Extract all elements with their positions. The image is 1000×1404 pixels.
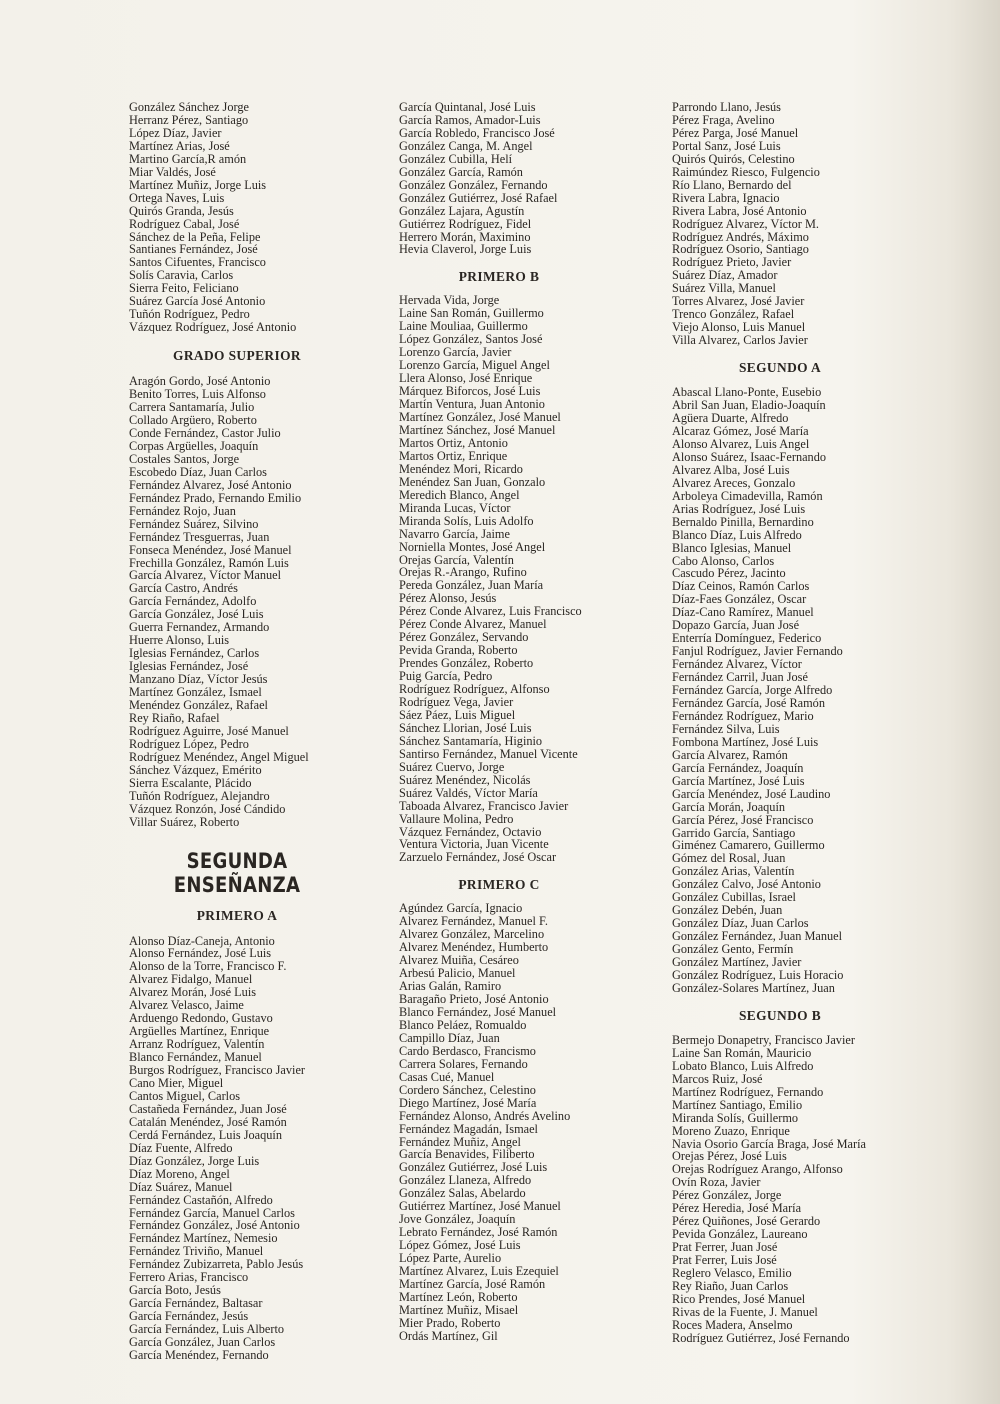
student-name: Blanco Fernández, Manuel	[129, 1050, 262, 1065]
student-name: Prendes González, Roberto	[399, 656, 534, 671]
student-name: Arias Galán, Ramiro	[399, 979, 502, 994]
student-name: González Cubillas, Israel	[672, 890, 796, 905]
student-name: Gómez del Rosal, Juan	[672, 851, 786, 866]
student-name: Rodríguez Cabal, José	[129, 216, 240, 231]
student-name: Meredich Blanco, Angel	[399, 487, 520, 502]
column-right	[672, 101, 922, 1345]
student-name: Tuñón Rodríguez, Pedro	[129, 307, 250, 322]
student-name: Sánchez Santamaría, Higinio	[399, 733, 543, 748]
student-name: Bernaldo Pinilla, Bernardino	[672, 514, 814, 529]
student-name: Norniella Montes, José Angel	[399, 539, 546, 554]
student-name: Suárez Villa, Manuel	[672, 281, 776, 296]
student-name: García Menéndez, José Laudino	[672, 786, 831, 801]
student-name: González Sánchez Jorge	[129, 100, 249, 114]
student-name: Fanjul Rodríguez, Javier Fernando	[672, 644, 843, 659]
student-name: Blanco Fernández, José Manuel	[399, 1005, 557, 1019]
student-name: Vázquez Ronzón, José Cándido	[129, 801, 286, 816]
student-name: García González, José Luis	[129, 607, 264, 622]
student-name: Alvarez Morán, José Luis	[129, 985, 257, 1000]
student-name: Abascal Llano-Ponte, Eusebio	[672, 385, 822, 400]
student-name: Alonso de la Torre, Francisco F.	[129, 959, 287, 974]
student-name: Villa Alvarez, Carlos Javier	[672, 333, 808, 348]
student-name: García Martínez, José Luis	[672, 773, 805, 788]
student-name: Diego Martínez, José María	[399, 1095, 537, 1110]
student-name: Herrero Morán, Maximino	[399, 229, 531, 244]
student-name: Iglesias Fernández, Carlos	[129, 646, 260, 661]
student-name: Fernández Castañón, Alfredo	[129, 1192, 273, 1207]
section-heading-grado-superior: GRADO SUPERIOR	[173, 348, 301, 364]
student-name: Vázquez Fernández, Octavio	[399, 824, 542, 839]
student-name: Solís Caravia, Carlos	[129, 268, 234, 283]
student-name: González Martínez, Javier	[672, 955, 802, 970]
student-name: Cerdá Fernández, Luis Joaquín	[129, 1127, 282, 1142]
student-name: Alvarez González, Marcelino	[399, 927, 545, 942]
student-name: Lobato Blanco, Luis Alfredo	[672, 1058, 814, 1073]
student-name: Hevia Claverol, Jorge Luis	[399, 242, 532, 257]
student-name: García Fernández, Adolfo	[129, 594, 257, 609]
student-name: Rey Riaño, Rafael	[129, 710, 220, 725]
student-name: Martínez García, José Ramón	[399, 1277, 546, 1292]
student-name: Díaz González, Jorge Luis	[129, 1153, 260, 1168]
student-name: Fernández Alvarez, José Antonio	[129, 477, 292, 492]
student-name: Tuñón Rodríguez, Alejandro	[129, 788, 270, 803]
section-heading-primero-b: PRIMERO B	[458, 269, 540, 285]
student-list	[129, 935, 369, 1362]
student-name: Sánchez de la Peña, Felipe	[129, 229, 261, 244]
student-name: González Rodríguez, Luis Horacio	[672, 968, 844, 982]
student-name: Rodríguez Andrés, Máximo	[672, 229, 809, 244]
student-name: Conde Fernández, Castor Julio	[129, 425, 281, 440]
student-name: Escobedo Díaz, Juan Carlos	[129, 464, 267, 479]
student-list	[672, 101, 922, 347]
student-name: Rico Prendes, José Manuel	[672, 1291, 806, 1306]
student-name: Laine San Román, Guillermo	[399, 306, 544, 321]
student-name: Fernández Muñiz, Angel	[399, 1134, 521, 1149]
student-name: Alvarez Muiña, Cesáreo	[399, 953, 519, 968]
section-heading-primero-a: PRIMERO A	[196, 907, 278, 923]
student-name: González García, Ramón	[399, 164, 523, 179]
student-name: Fernández González, José Antonio	[129, 1218, 300, 1233]
student-name: Menéndez González, Rafael	[129, 697, 268, 712]
student-name: González Arias, Valentín	[672, 864, 795, 879]
student-name: Rodríguez Prieto, Javier	[672, 255, 792, 270]
student-name: Alonso Alvarez, Luis Angel	[672, 436, 810, 451]
student-name: González Gutiérrez, José Luis	[399, 1160, 548, 1175]
student-name: Benito Torres, Luis Alfonso	[129, 387, 266, 402]
student-name: Martínez Muñiz, Misael	[399, 1302, 519, 1317]
student-name: López González, Santos José	[399, 332, 543, 347]
student-name: Parrondo Llano, Jesús	[672, 100, 781, 114]
student-name: Díaz Fuente, Alfredo	[129, 1140, 233, 1155]
student-name: Díaz Ceinos, Ramón Carlos	[672, 579, 810, 594]
student-name: Miranda Solís, Guillermo	[672, 1110, 799, 1125]
student-name: Rivas de la Fuente, J. Manuel	[672, 1304, 818, 1319]
student-name: Fernández Zubizarreta, Pablo Jesús	[129, 1257, 304, 1272]
student-name: Rivera Labra, Ignacio	[672, 190, 780, 205]
student-name: Sánchez Llorian, José Luis	[399, 720, 532, 735]
student-name: Fernández Magadán, Ismael	[399, 1121, 538, 1136]
student-name: Pérez Quiñones, José Gerardo	[672, 1214, 821, 1229]
student-name: Pevida Granda, Roberto	[399, 643, 518, 658]
student-name: Fombona Martínez, José Luis	[672, 734, 819, 749]
student-name: Puig García, Pedro	[399, 669, 493, 684]
student-name: Cascudo Pérez, Jacinto	[672, 566, 786, 581]
student-list	[129, 101, 369, 334]
student-name: Orejas García, Valentín	[399, 552, 514, 567]
student-name: Martínez González, José Manuel	[399, 410, 561, 425]
student-name: Gutiérrez Rodríguez, Fidel	[399, 216, 532, 231]
student-name: Díaz Suárez, Manuel	[129, 1179, 233, 1194]
student-name: Manzano Díaz, Víctor Jesús	[129, 672, 268, 687]
student-name: Miar Valdés, José	[129, 164, 216, 179]
student-name: Cano Mier, Miguel	[129, 1076, 224, 1090]
student-list	[672, 386, 922, 995]
student-name: Pérez González, Jorge	[672, 1188, 782, 1203]
student-name: García Boto, Jesús	[129, 1283, 221, 1298]
student-name: Carrera Solares, Fernando	[399, 1056, 528, 1071]
student-name: Taboada Alvarez, Francisco Javier	[399, 798, 569, 813]
student-name: Castañeda Fernández, Juan José	[129, 1101, 287, 1116]
student-name: García Pérez, José Francisco	[672, 812, 814, 827]
student-name: Arbesú Palicio, Manuel	[399, 966, 516, 981]
student-name: Enterría Domínguez, Federico	[672, 631, 822, 646]
student-name: Martínez Alvarez, Luis Ezequiel	[399, 1264, 559, 1279]
student-name: Prat Ferrer, Juan José	[672, 1240, 778, 1255]
student-name: Fernández García, José Ramón	[672, 695, 825, 710]
student-name: Rivera Labra, José Antonio	[672, 203, 807, 218]
student-name: Orejas Pérez, José Luis	[672, 1149, 787, 1164]
student-name: Laine Mouliaa, Guillermo	[399, 319, 528, 334]
student-name: López Gómez, José Luis	[399, 1238, 521, 1253]
student-name: López Díaz, Javier	[129, 125, 222, 140]
student-name: Quirós Quirós, Celestino	[672, 151, 795, 166]
student-name: González Gento, Fermín	[672, 942, 794, 957]
student-name: Fernández Prado, Fernando Emilio	[129, 490, 302, 505]
student-name: Pérez Parga, José Manuel	[672, 125, 799, 140]
student-name: Martínez González, Ismael	[129, 685, 262, 700]
student-name: Frechilla González, Ramón Luis	[129, 555, 289, 570]
student-name: Pérez González, Servando	[399, 630, 529, 645]
student-name: Arias Rodríguez, José Luis	[672, 501, 806, 516]
student-name: Alvarez Velasco, Jaime	[129, 998, 244, 1013]
student-name: Rodríguez López, Pedro	[129, 736, 249, 751]
student-name: Vallaure Molina, Pedro	[399, 811, 514, 826]
student-name: Fernández Alonso, Andrés Avelino	[399, 1108, 571, 1123]
student-name: González Salas, Abelardo	[399, 1186, 526, 1201]
student-name: Quirós Granda, Jesús	[129, 203, 234, 218]
student-name: Rodríguez Menéndez, Angel Miguel	[129, 749, 309, 764]
student-name: Marcos Ruiz, José	[672, 1071, 763, 1086]
student-name: Torres Alvarez, José Javier	[672, 294, 805, 309]
student-name: Alvarez Alba, José Luis	[672, 462, 790, 477]
student-name: Pérez Fraga, Avelino	[672, 112, 775, 127]
student-name: Prat Ferrer, Luis José	[672, 1253, 777, 1268]
student-name: García Quintanal, José Luis	[399, 100, 536, 114]
student-name: Costales Santos, Jorge	[129, 451, 240, 466]
student-name: Alcaraz Gómez, José María	[672, 423, 809, 438]
student-name: Rodríguez Aguirre, José Manuel	[129, 723, 289, 738]
student-name: Arduengo Redondo, Gustavo	[129, 1011, 273, 1026]
student-name: Alvarez Fernández, Manuel F.	[399, 914, 548, 929]
student-name: Mier Prado, Roberto	[399, 1315, 501, 1330]
student-name: Portal Sanz, José Luis	[672, 138, 781, 153]
student-name: Menéndez Mori, Ricardo	[399, 461, 523, 476]
student-name: Miranda Lucas, Víctor	[399, 500, 511, 515]
student-name: Río Llano, Bernardo del	[672, 177, 792, 192]
student-name: Fernández Silva, Luis	[672, 721, 780, 736]
student-name: Miranda Solís, Luis Adolfo	[399, 513, 534, 528]
student-name: González-Solares Martínez, Juan	[672, 980, 835, 995]
student-name: Trenco González, Rafael	[672, 307, 795, 322]
student-name: Campillo Díaz, Juan	[399, 1030, 500, 1045]
section-heading-segundo-b: SEGUNDO B	[738, 1007, 822, 1023]
student-name: Márquez Biforcos, José Luis	[399, 384, 541, 399]
student-name: González Llaneza, Alfredo	[399, 1173, 532, 1188]
student-name: González Díaz, Juan Carlos	[672, 916, 809, 931]
student-name: Corpas Argüelles, Joaquín	[129, 438, 259, 453]
student-name: González Debén, Juan	[672, 903, 783, 918]
student-name: Guerra Fernandez, Armando	[129, 620, 270, 635]
student-name: Fernández Martínez, Nemesio	[129, 1231, 278, 1246]
student-name: Blanco Iglesias, Manuel	[672, 540, 792, 555]
student-name: Fernández Rodríguez, Mario	[672, 708, 814, 723]
student-name: Arboleya Cimadevilla, Ramón	[672, 488, 823, 503]
student-name: Lebrato Fernández, José Ramón	[399, 1225, 558, 1240]
student-name: Suárez Díaz, Amador	[672, 268, 778, 283]
student-name: Martín Ventura, Juan Antonio	[399, 397, 545, 412]
student-name: Martínez Santiago, Emilio	[672, 1097, 803, 1112]
student-name: García Fernández, Joaquín	[672, 760, 804, 775]
student-name: Dopazo García, Juan José	[672, 618, 800, 633]
student-name: García Castro, Andrés	[129, 581, 238, 596]
student-name: Navarro García, Jaime	[399, 526, 510, 541]
student-name: García Fernández, Jesús	[129, 1309, 249, 1324]
student-name: Zarzuelo Fernández, José Oscar	[399, 850, 557, 865]
student-name: Suárez García José Antonio	[129, 294, 266, 309]
student-name: Blanco Díaz, Luis Alfredo	[672, 527, 802, 542]
student-list	[129, 375, 369, 828]
student-name: Jove González, Joaquín	[399, 1212, 516, 1227]
student-name: Martínez Arias, José	[129, 138, 230, 153]
student-name: García Robledo, Francisco José	[399, 125, 555, 140]
student-name: Gutiérrez Martínez, José Manuel	[399, 1199, 561, 1214]
student-name: López Parte, Aurelio	[399, 1251, 502, 1266]
student-name: González Lajara, Agustín	[399, 203, 525, 218]
student-name: Arranz Rodríguez, Valentín	[129, 1037, 265, 1052]
student-name: Díaz-Cano Ramírez, Manuel	[672, 605, 814, 620]
student-name: Suárez Valdés, Víctor María	[399, 785, 538, 800]
student-name: Llera Alonso, José Enrique	[399, 371, 533, 386]
student-name: Pérez Alonso, Jesús	[399, 591, 497, 606]
student-name: Alvarez Menéndez, Humberto	[399, 940, 549, 955]
student-list	[672, 1034, 922, 1345]
student-name: Roces Madera, Anselmo	[672, 1317, 793, 1332]
student-name: Pérez Conde Alvarez, Luis Francisco	[399, 604, 582, 619]
student-name: Giménez Camarero, Guillermo	[672, 838, 825, 853]
student-name: Ordás Martínez, Gil	[399, 1328, 498, 1343]
student-name: Alvarez Areces, Gonzalo	[672, 475, 796, 490]
student-name: Cardo Berdasco, Francismo	[399, 1043, 536, 1058]
student-name: Catalán Menéndez, José Ramón	[129, 1114, 287, 1129]
student-name: Martos Ortiz, Enrique	[399, 448, 508, 463]
student-name: Lorenzo García, Miguel Angel	[399, 358, 550, 373]
student-name: Rodríguez Vega, Javier	[399, 694, 514, 709]
student-name: Villar Suárez, Roberto	[129, 814, 240, 829]
student-name: García Menéndez, Fernando	[129, 1348, 269, 1363]
student-name: García González, Juan Carlos	[129, 1335, 276, 1350]
student-name: García Fernández, Baltasar	[129, 1296, 263, 1311]
student-name: Alonso Díaz-Caneja, Antonio	[129, 933, 275, 948]
student-name: Alonso Fernández, José Luis	[129, 946, 272, 961]
student-name: Bermejo Donapetry, Francisco Javier	[672, 1032, 855, 1047]
section-title-segunda-ensenanza: SEGUNDA ENSEÑANZA	[173, 848, 301, 897]
student-name: González Fernández, Juan Manuel	[672, 929, 843, 944]
student-name: Martínez Rodríguez, Fernando	[672, 1084, 824, 1099]
student-name: Sánchez Vázquez, Emérito	[129, 762, 262, 777]
student-name: Ferrero Arias, Francisco	[129, 1270, 249, 1285]
student-name: Viejo Alonso, Luis Manuel	[672, 320, 806, 335]
student-name: Cordero Sánchez, Celestino	[399, 1082, 536, 1097]
student-name: Alonso Suárez, Isaac-Fernando	[672, 449, 826, 464]
student-name: Díaz Moreno, Angel	[129, 1166, 230, 1181]
student-name: Ortega Naves, Luis	[129, 190, 225, 205]
student-name: Martino García,R amón	[129, 151, 247, 166]
student-name: Navia Osorio García Braga, José María	[672, 1136, 866, 1151]
student-name: García Alvarez, Víctor Manuel	[129, 568, 282, 583]
student-name: Suárez Cuervo, Jorge	[399, 759, 505, 774]
student-name: Pérez Heredia, José María	[672, 1201, 802, 1216]
student-name: Orejas Rodríguez Arango, Alfonso	[672, 1162, 843, 1177]
student-name: Sierra Escalante, Plácido	[129, 775, 252, 790]
student-name: Agúndez García, Ignacio	[399, 901, 523, 916]
student-name: Rodríguez Gutiérrez, José Fernando	[672, 1330, 850, 1345]
student-name: Abril San Juan, Eladio-Joaquín	[672, 398, 826, 413]
student-name: García Ramos, Amador-Luis	[399, 112, 541, 127]
student-name: Rey Riaño, Juan Carlos	[672, 1279, 789, 1294]
student-list	[399, 902, 639, 1342]
student-name: Blanco Peláez, Romualdo	[399, 1017, 527, 1032]
student-name: Martos Ortiz, Antonio	[399, 435, 508, 450]
column-middle	[399, 101, 639, 1343]
student-name: González Cubilla, Helí	[399, 151, 513, 166]
column-left	[129, 101, 369, 1362]
student-name: González Canga, M. Angel	[399, 138, 533, 153]
student-name: Agüera Duarte, Alfredo	[672, 411, 789, 426]
student-name: Lorenzo García, Javier	[399, 345, 512, 360]
student-name: González Calvo, José Antonio	[672, 877, 821, 892]
student-name: García Fernández, Luis Alberto	[129, 1322, 285, 1337]
student-name: Rodríguez Alvarez, Víctor M.	[672, 216, 819, 231]
student-name: Martínez Muñiz, Jorge Luis	[129, 177, 267, 192]
student-name: García Morán, Joaquín	[672, 799, 786, 814]
student-name: Herranz Pérez, Santiago	[129, 112, 249, 127]
student-name: Cabo Alonso, Carlos	[672, 553, 775, 568]
student-name: García Alvarez, Ramón	[672, 747, 788, 762]
student-name: Alvarez Fidalgo, Manuel	[129, 972, 253, 987]
student-list	[399, 101, 639, 256]
student-name: Sierra Feito, Feliciano	[129, 281, 239, 296]
student-name: Menéndez San Juan, Gonzalo	[399, 474, 546, 489]
student-name: Santos Cifuentes, Francisco	[129, 255, 266, 270]
student-name: Casas Cué, Manuel	[399, 1069, 495, 1084]
student-name: Díaz-Faes González, Oscar	[672, 592, 807, 607]
student-name: Sáez Páez, Luis Miguel	[399, 707, 516, 722]
student-name: Fernández Alvarez, Víctor	[672, 657, 802, 672]
student-name: Rodríguez Rodríguez, Alfonso	[399, 682, 550, 697]
student-name: Rodríguez Osorio, Santiago	[672, 242, 809, 257]
student-name: Fernández García, Manuel Carlos	[129, 1205, 295, 1220]
student-name: Huerre Alonso, Luis	[129, 633, 230, 648]
student-name: Martínez Sánchez, José Manuel	[399, 422, 556, 437]
student-name: Pereda González, Juan María	[399, 578, 544, 593]
student-name: Fernández Rojo, Juan	[129, 503, 236, 518]
student-name: Fernández Carril, Juan José	[672, 670, 808, 685]
student-name: Santirso Fernández, Manuel Vicente	[399, 746, 578, 761]
student-name: Fernández Suárez, Silvino	[129, 516, 259, 531]
student-name: Santianes Fernández, José	[129, 242, 258, 257]
student-name: Pérez Conde Alvarez, Manuel	[399, 617, 547, 632]
student-name: Burgos Rodríguez, Francisco Javier	[129, 1063, 305, 1078]
student-name: Iglesias Fernández, José	[129, 659, 249, 674]
student-name: Ventura Victoria, Juan Vicente	[399, 837, 549, 852]
student-name: Aragón Gordo, José Antonio	[129, 374, 271, 389]
student-name: Laine San Román, Mauricio	[672, 1045, 812, 1060]
student-name: Vázquez Rodríguez, José Antonio	[129, 320, 297, 335]
student-name: Cantos Miguel, Carlos	[129, 1088, 241, 1103]
student-name: García Benavides, Filiberto	[399, 1147, 535, 1162]
student-name: Ovín Roza, Javier	[672, 1175, 761, 1190]
student-name: Orejas R.-Arango, Rufino	[399, 565, 527, 580]
student-name: Carrera Santamaría, Julio	[129, 400, 255, 415]
student-list	[399, 294, 639, 864]
student-name: Garrido García, Santiago	[672, 825, 796, 840]
student-name: Martínez León, Roberto	[399, 1289, 518, 1304]
student-name: Baragaño Prieto, José Antonio	[399, 992, 549, 1007]
student-name: Fernández Triviño, Manuel	[129, 1244, 264, 1259]
student-name: Fonseca Menéndez, José Manuel	[129, 542, 292, 557]
student-name: Fernández García, Jorge Alfredo	[672, 683, 833, 698]
student-name: Moreno Zuazo, Enrique	[672, 1123, 790, 1138]
student-name: Reglero Velasco, Emilio	[672, 1266, 792, 1281]
student-name: Pevida González, Laureano	[672, 1227, 808, 1242]
section-heading-primero-c: PRIMERO C	[458, 877, 540, 893]
student-name: González Gutiérrez, José Rafael	[399, 190, 558, 205]
student-name: Argüelles Martínez, Enrique	[129, 1024, 270, 1039]
student-name: González González, Fernando	[399, 177, 548, 192]
student-name: Collado Argüero, Roberto	[129, 413, 257, 428]
student-name: Fernández Tresguerras, Juan	[129, 529, 270, 544]
student-name: Raimúndez Riesco, Fulgencio	[672, 164, 820, 179]
student-name: Suárez Menéndez, Nicolás	[399, 772, 531, 787]
student-name: Hervada Vida, Jorge	[399, 293, 500, 308]
section-heading-segundo-a: SEGUNDO A	[738, 360, 822, 376]
